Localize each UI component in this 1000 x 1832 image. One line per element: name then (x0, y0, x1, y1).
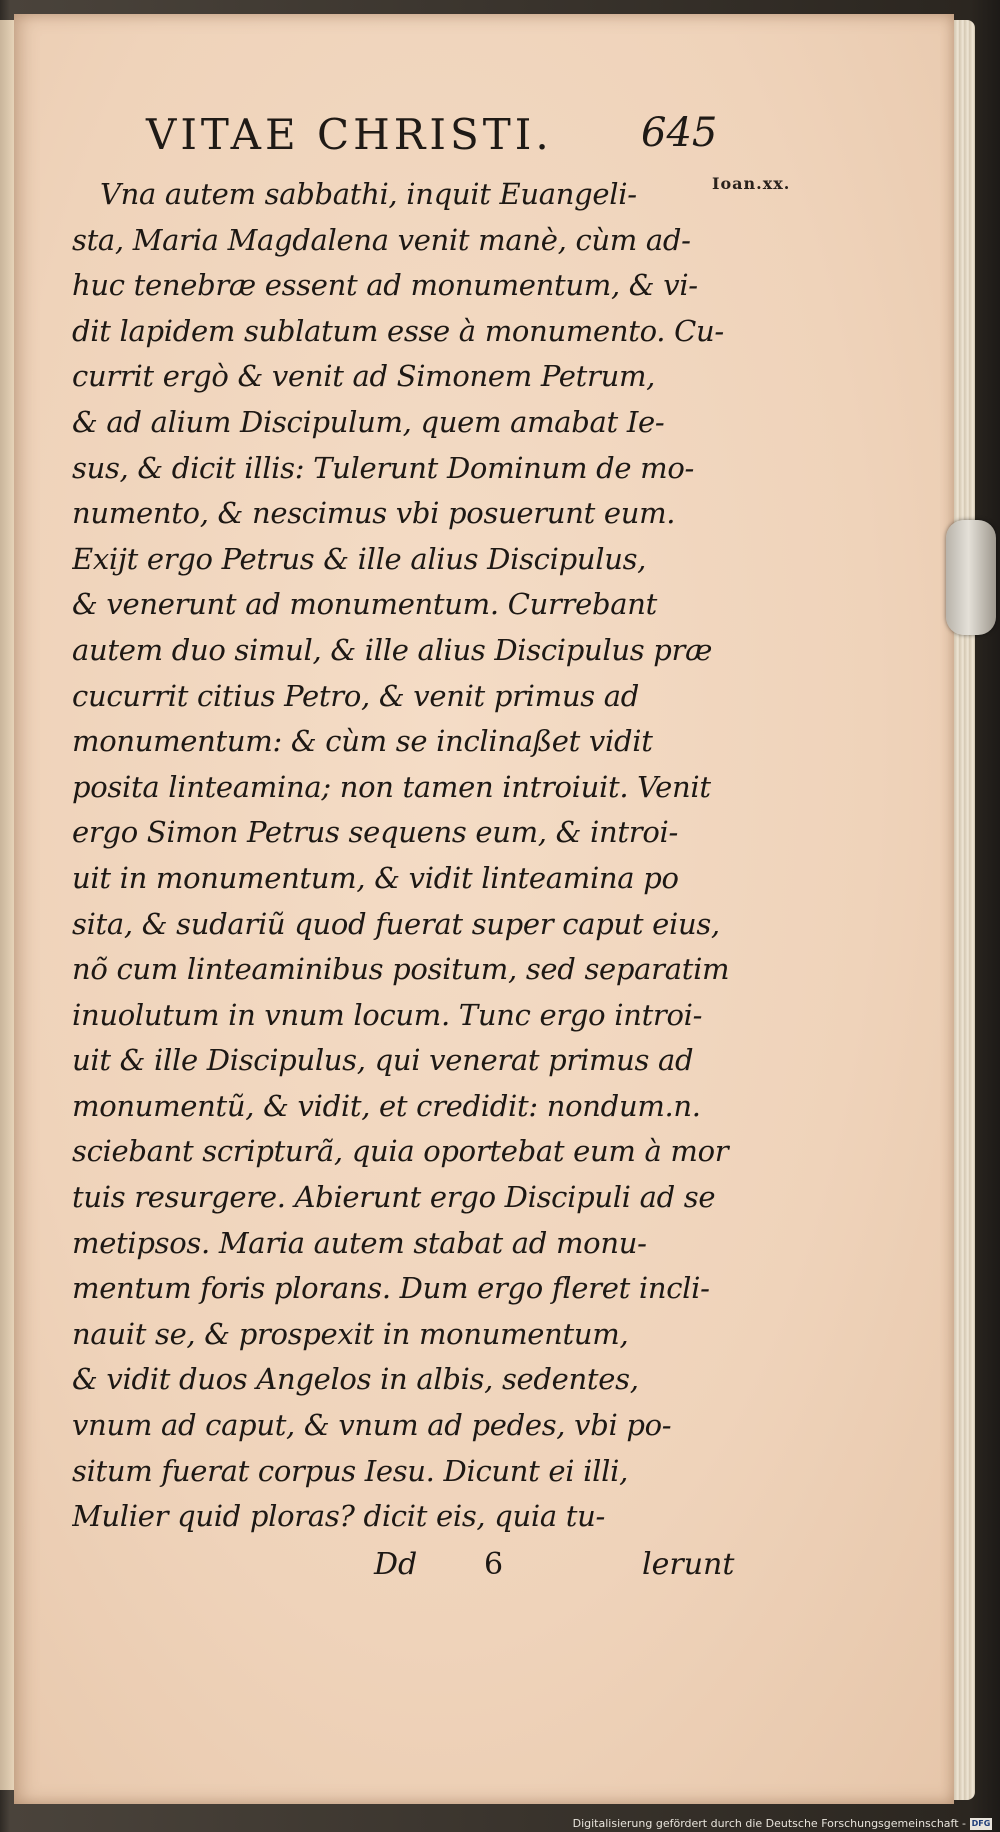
page-footer (334, 1547, 754, 1597)
text-line: sita, & sudariũ quod fuerat super caput eius, (72, 906, 720, 941)
text-line: nõ cum linteaminibus positum, sed separatim (72, 952, 730, 987)
text-line: ergo Simon Petrus sequens eum, & introi- (72, 815, 678, 850)
dfg-logo-icon: DFG (971, 1818, 991, 1828)
text-line: Vna autem sabbathi, inquit Euangeli- (100, 177, 637, 211)
text-line: huc tenebræ essent ad monumentum, & vi- (72, 268, 698, 303)
text-line: monumentũ, & vidit, et credidit: nondum.n. (72, 1088, 701, 1123)
page-number: 645 (641, 110, 718, 156)
text-line: inuolutum in vnum locum. Tunc ergo introi- (72, 997, 703, 1032)
digitization-credit (573, 1817, 992, 1830)
text-line: sta, Maria Magdalena venit manè, cùm ad- (72, 222, 691, 257)
running-head-title: VITAE CHRISTI. (146, 110, 553, 159)
text-line: vnum ad caput, & vnum ad pedes, vbi po- (72, 1408, 672, 1443)
book-page (14, 14, 954, 1804)
text-line: tuis resurgere. Abierunt ergo Discipuli ad se (72, 1180, 716, 1215)
previous-leaf-edge (0, 20, 14, 1790)
text-line: situm fuerat corpus Iesu. Dicunt ei illi, (72, 1453, 628, 1488)
catchword: lerunt (642, 1547, 735, 1582)
text-line: Exijt ergo Petrus & ille alius Discipulus, (72, 541, 647, 576)
book-clasp (946, 520, 996, 635)
text-line: Mulier quid ploras? dicit eis, quia tu- (72, 1499, 605, 1534)
text-line: monumentum: & cùm se inclinaßet vidit (72, 724, 653, 759)
text-line: sus, & dicit illis: Tulerunt Dominum de mo- (72, 450, 695, 485)
text-line: & ad alium Discipulum, quem amabat Ie- (72, 404, 665, 439)
text-line: uit & ille Discipulus, qui venerat primus ad (72, 1043, 694, 1078)
text-line: numento, & nescimus vbi posuerunt eum. (72, 496, 676, 531)
text-line: mentum foris plorans. Dum ergo fleret incli- (72, 1271, 710, 1306)
text-line: sciebant scripturã, quia oportebat eum à mor (72, 1134, 729, 1169)
text-line: autem duo simul, & ille alius Discipulus præ (72, 632, 713, 667)
signature-mark: Dd (374, 1547, 418, 1582)
text-line: nauit se, & prospexit in monumentum, (72, 1316, 629, 1351)
text-line: uit in monumentum, & vidit linteamina po (72, 860, 679, 895)
signature-number: 6 (484, 1547, 504, 1582)
credit-text: Digitalisierung gefördert durch die Deutsche Forschungsgemeinschaft - (572, 1817, 966, 1830)
text-line: posita linteamina; non tamen introiuit. Venit (72, 769, 711, 804)
body-text (72, 172, 744, 1540)
text-line: & vidit duos Angelos in albis, sedentes, (72, 1362, 639, 1397)
text-line: dit lapidem sublatum esse à monumento. Cu- (72, 313, 724, 348)
text-line: metipsos. Maria autem stabat ad monu- (72, 1225, 647, 1260)
running-head (146, 110, 746, 166)
text-line: currit ergò & venit ad Simonem Petrum, (72, 359, 656, 394)
marginal-reference: Ioan.xx. (712, 174, 791, 193)
text-line: & venerunt ad monumentum. Currebant (72, 587, 657, 622)
text-line: cucurrit citius Petro, & venit primus ad (72, 678, 639, 713)
